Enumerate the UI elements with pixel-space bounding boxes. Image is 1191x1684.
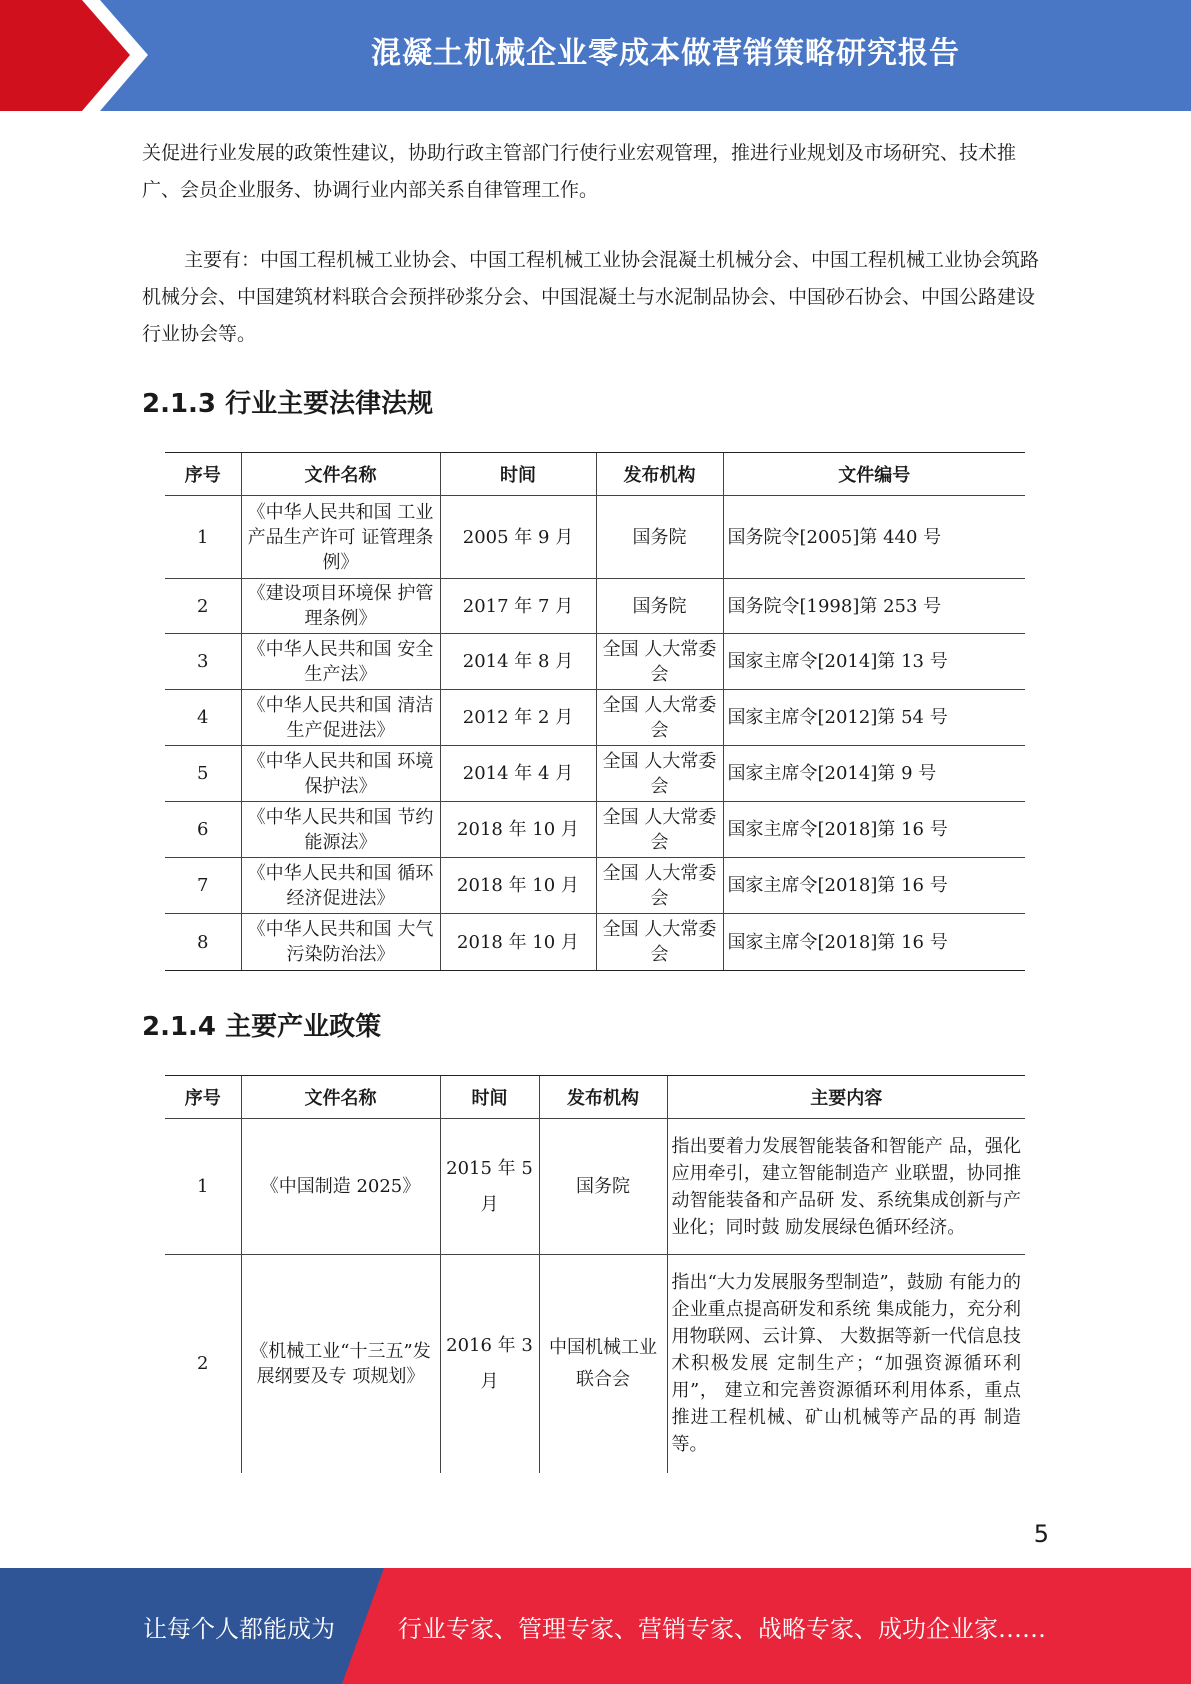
issuer: 全国 人大常委会 (596, 746, 723, 802)
table-header-row (165, 453, 1025, 496)
table-row (165, 1119, 1025, 1255)
intro-paragraph: 关促进行业发展的政策性建议，协助行政主管部门行使行业宏观管理，推进行业规划及市场研究、技术推广、会员企业服务、协调行业内部关系自律管理工作。 (142, 142, 1017, 201)
table-row (165, 746, 1025, 802)
table-row (165, 1255, 1025, 1473)
document-name: 《中华人民共和国 安全生产法》 (241, 634, 440, 690)
row-number: 8 (165, 914, 241, 971)
table-row (165, 634, 1025, 690)
footer-slogan-right: 行业专家、管理专家、营销专家、战略专家、成功企业家…… (398, 1614, 1046, 1643)
issue-date: 2005 年 9 月 (440, 496, 596, 579)
document-code: 国家主席令[2018]第 16 号 (723, 802, 1025, 858)
document-code: 国家主席令[2014]第 13 号 (723, 634, 1025, 690)
row-number: 6 (165, 802, 241, 858)
issue-date: 2012 年 2 月 (440, 690, 596, 746)
row-number: 1 (165, 496, 241, 579)
document-code: 国家主席令[2018]第 16 号 (723, 914, 1025, 971)
issuer: 全国 人大常委会 (596, 914, 723, 971)
column-header: 序号 (165, 1076, 241, 1119)
table-row (165, 858, 1025, 914)
column-header: 发布机构 (596, 453, 723, 496)
document-name: 《建设项目环境保 护管理条例》 (241, 579, 440, 634)
column-header: 序号 (165, 453, 241, 496)
column-header: 发布机构 (539, 1076, 667, 1119)
document-code: 国务院令[1998]第 253 号 (723, 579, 1025, 634)
issue-date: 2018 年 10 月 (440, 858, 596, 914)
document-name: 《中华人民共和国 清洁生产促进法》 (241, 690, 440, 746)
issuer: 国务院 (596, 579, 723, 634)
document-name: 《中国制造 2025》 (241, 1119, 440, 1255)
document-name: 《机械工业“十三五”发展纲要及专 项规划》 (241, 1255, 440, 1473)
section-heading-laws: 2.1.3 行业主要法律法规 (142, 389, 434, 419)
document-name: 《中华人民共和国 大气污染防治法》 (241, 914, 440, 971)
laws-table (165, 452, 1025, 971)
row-number: 5 (165, 746, 241, 802)
issuer: 国务院 (596, 496, 723, 579)
document-code: 国家主席令[2014]第 9 号 (723, 746, 1025, 802)
table-row (165, 802, 1025, 858)
issuer: 全国 人大常委会 (596, 690, 723, 746)
column-header: 文件编号 (723, 453, 1025, 496)
policies-table (165, 1075, 1025, 1473)
column-header: 时间 (440, 1076, 539, 1119)
issue-date: 2016 年 3 月 (440, 1255, 539, 1473)
issuer: 国务院 (539, 1119, 667, 1255)
issue-date: 2018 年 10 月 (440, 802, 596, 858)
page-footer (0, 1568, 1191, 1684)
issue-date: 2014 年 8 月 (440, 634, 596, 690)
column-header: 文件名称 (241, 1076, 440, 1119)
table-row (165, 496, 1025, 579)
issue-date: 2014 年 4 月 (440, 746, 596, 802)
report-title: 混凝土机械企业零成本做营销策略研究报告 (371, 36, 960, 71)
row-number: 4 (165, 690, 241, 746)
row-number: 2 (165, 579, 241, 634)
document-code: 国务院令[2005]第 440 号 (723, 496, 1025, 579)
issuer: 全国 人大常委会 (596, 634, 723, 690)
policy-content: 指出“大力发展服务型制造”，鼓励 有能力的企业重点提高研发和系统 集成能力，充分利用物联网、云计算、 大数据等新一代信息技术积极发展 定制生产；“加强资源循环利用”， 建立和完善资源循环利用体系，重点 推进工程机械、矿山机械等产品的再 制造等。 (667, 1255, 1025, 1473)
document-name: 《中华人民共和国 工业产品生产许可 证管理条例》 (241, 496, 440, 579)
column-header: 时间 (440, 453, 596, 496)
row-number: 1 (165, 1119, 241, 1255)
row-number: 3 (165, 634, 241, 690)
section-heading-policies: 2.1.4 主要产业政策 (142, 1012, 382, 1042)
document-name: 《中华人民共和国 节约能源法》 (241, 802, 440, 858)
policy-content: 指出要着力发展智能装备和智能产 品，强化应用牵引，建立智能制造产 业联盟，协同推动智能装备和产品研 发、系统集成创新与产业化；同时鼓 励发展绿色循环经济。 (667, 1119, 1025, 1255)
table-row (165, 690, 1025, 746)
issue-date: 2015 年 5 月 (440, 1119, 539, 1255)
page-header (0, 0, 1191, 111)
column-header: 文件名称 (241, 453, 440, 496)
row-number: 2 (197, 1353, 209, 1375)
issue-date: 2017 年 7 月 (440, 579, 596, 634)
document-name: 《中华人民共和国 环境保护法》 (241, 746, 440, 802)
table-header-row (165, 1076, 1025, 1119)
issue-date: 2018 年 10 月 (440, 914, 596, 971)
page-number: 5 (1033, 1520, 1049, 1548)
document-code: 国家主席令[2012]第 54 号 (723, 690, 1025, 746)
issuer: 中国机械工业联合会 (539, 1255, 667, 1473)
table-row (165, 579, 1025, 634)
footer-slogan-left: 让每个人都能成为 (143, 1614, 335, 1643)
table-row (165, 914, 1025, 971)
document-code: 国家主席令[2018]第 16 号 (723, 858, 1025, 914)
associations-paragraph: 主要有：中国工程机械工业协会、中国工程机械工业协会混凝土机械分会、中国工程机械工业协会筑路机械分会、中国建筑材料联合会预拌砂浆分会、中国混凝土与水泥制品协会、中国砂石协会、中国公路建设行业协会等。 (142, 249, 1040, 345)
document-name: 《中华人民共和国 循环经济促进法》 (241, 858, 440, 914)
column-header: 主要内容 (667, 1076, 1025, 1119)
issuer: 全国 人大常委会 (596, 802, 723, 858)
issuer: 全国 人大常委会 (596, 858, 723, 914)
row-number: 7 (165, 858, 241, 914)
